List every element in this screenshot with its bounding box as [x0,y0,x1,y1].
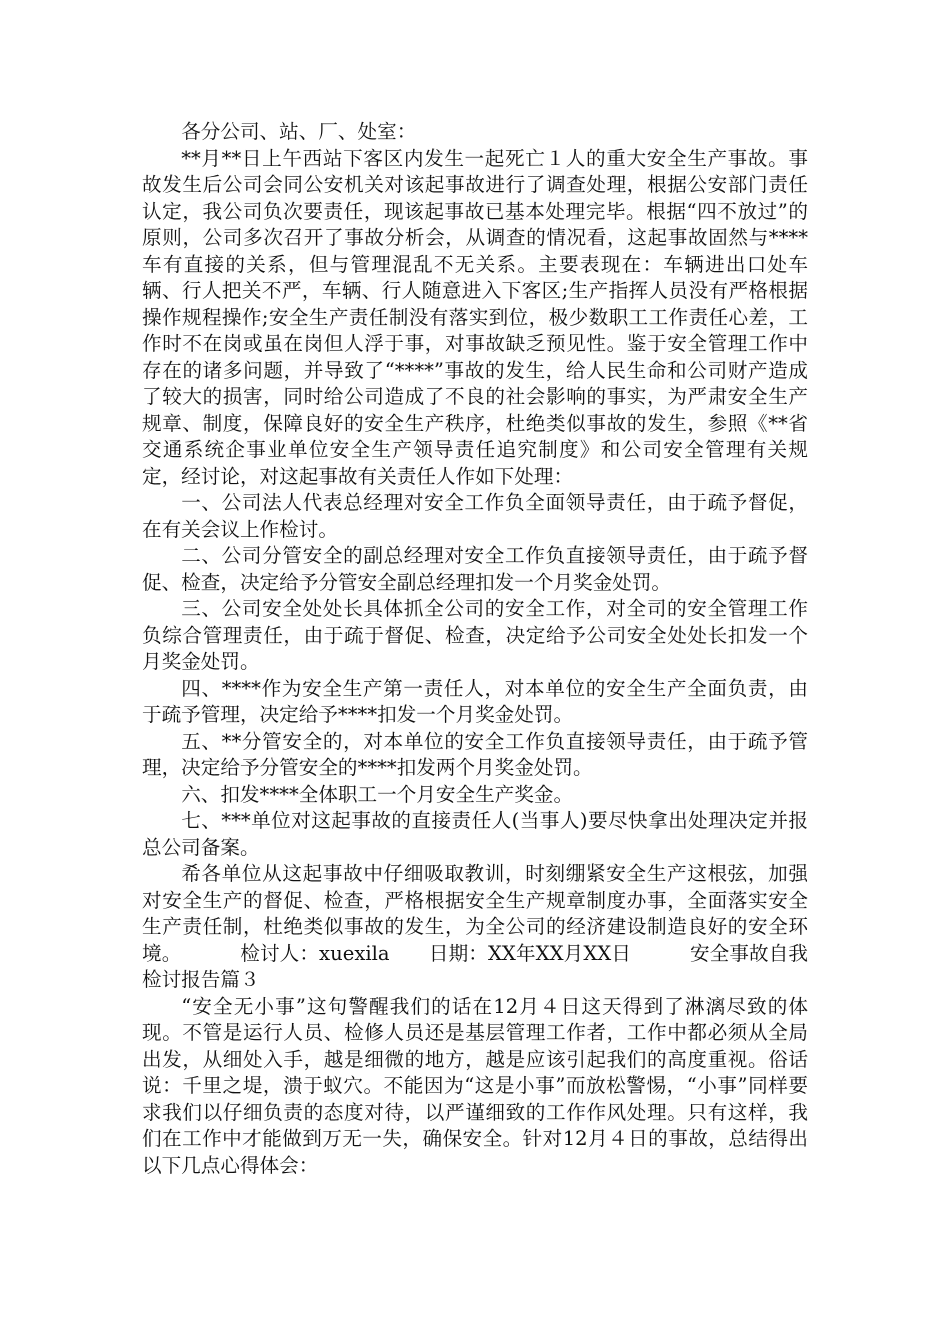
closing-paragraph [142,861,808,994]
next-section-title: 安全事故自我检讨报告篇３ [142,941,809,991]
salutation: 各分公司、站、厂、处室： [181,120,417,143]
penalty-item-5: 五、**分管安全的，对本单位的安全工作负直接领导责任，由于疏予管理，决定给予分管安全的****扣发两个月奖金处罚。 [142,729,808,779]
document-body [142,119,808,1179]
incident-paragraph: **月**日上午西站下客区内发生一起死亡１人的重大安全生产事故。事故发生后公司会同公安机关对该起事故进行了调查处理，根据公安部门责任认定，我公司负次要责任，现该起事故已基本处理完毕。根据“四不放过”的原则，公司多次召开了事故分析会，从调查的情况看，这起事故固然与****车有直接的关系，但与管理混乱不无关系。主要表现在：车辆进出口处车辆、行人把关不严，车辆、行人随意进入下客区;生产指挥人员没有严格根据操作规程操作;安全生产责任制没有落实到位，极少数职工工作责任心差，工作时不在岗或虽在岗但人浮于事，对事故缺乏预见性。鉴于安全管理工作中存在的诸多问题，并导致了“****”事故的发生，给人民生命和公司财产造成了较大的损害，同时给公司造成了不良的社会影响的事实，为严肃安全生产规章、制度，保障良好的安全生产秩序，杜绝类似事故的发生，参照《**省交通系统企事业单位安全生产领导责任追究制度》和公司安全管理有关规定，经讨论，对这起事故有关责任人作如下处理： [142,146,808,488]
penalty-item-1: 一、公司法人代表总经理对安全工作负全面领导责任，由于疏予督促，在有关会议上作检讨。 [142,491,808,541]
next-section-paragraph: “安全无小事”这句警醒我们的话在12月４日这天得到了淋漓尽致的体现。不管是运行人员、检修人员还是基层管理工作者，工作中都必须从全局出发，从细处入手，越是细微的地方，越是应该引起我们的高度重视。俗话说：千里之堤，溃于蚁穴。不能因为“这是小事”而放松警惕，“小事”同样要求我们以仔细负责的态度对待，以严谨细致的工作作风处理。只有这样，我们在工作中才能做到万无一失，确保安全。针对12月４日的事故，总结得出以下几点心得体会： [142,994,808,1177]
penalty-item-2: 二、公司分管安全的副总经理对安全工作负直接领导责任，由于疏予督促、检查，决定给予分管安全副总经理扣发一个月奖金处罚。 [142,544,808,594]
signer: 检讨人：xuexila [240,941,390,965]
date: 日期：XX年XX月XX日 [428,941,632,965]
closing-text: 希各单位从这起事故中仔细吸取教训，时刻绷紧安全生产这根弦，加强对安全生产的督促、检查，严格根据安全生产规章制度办事，全面落实安全生产责任制，杜绝类似事故的发生，为全公司的经济建设制造良好的安全环境。 [142,862,808,965]
penalty-item-4: 四、****作为安全生产第一责任人，对本单位的安全生产全面负责，由于疏予管理，决定给予****扣发一个月奖金处罚。 [142,676,808,726]
penalty-item-6: 六、扣发****全体职工一个月安全生产奖金。 [181,782,574,806]
penalty-item-3: 三、公司安全处处长具体抓全公司的安全工作，对全司的安全管理工作负综合管理责任，由于疏于督促、检查，决定给予公司安全处处长扣发一个月奖金处罚。 [142,597,808,673]
penalty-item-7: 七、***单位对这起事故的直接责任人(当事人)要尽快拿出处理决定并报总公司备案。 [142,809,808,859]
